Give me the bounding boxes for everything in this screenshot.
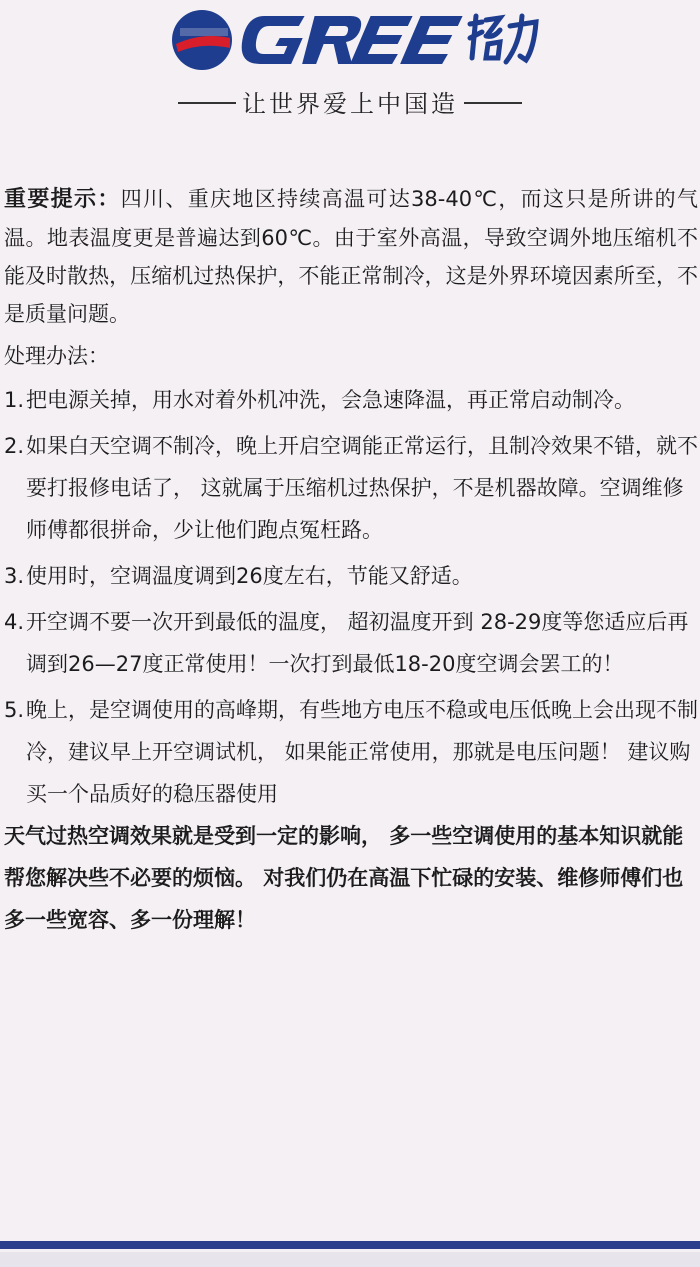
list-item-number: 2. bbox=[4, 434, 25, 458]
list-item bbox=[4, 601, 698, 685]
list-item-text: 把电源关掉，用水对着外机冲洗，会急速降温，再正常启动制冷。 bbox=[26, 388, 635, 412]
list-item-text: 晚上，是空调使用的高峰期，有些地方电压不稳或电压低晚上会出现不制冷，建议早上开空调试机， 如果能正常使用，那就是电压问题！ 建议购买一个品质好的稳压器使用 bbox=[26, 698, 698, 806]
methods-heading: 处理办法： bbox=[4, 344, 109, 368]
list-item-number: 1. bbox=[4, 388, 25, 412]
notice-paragraph bbox=[4, 180, 698, 333]
list-item bbox=[4, 555, 698, 597]
slogan bbox=[0, 84, 700, 119]
header bbox=[0, 0, 700, 130]
notice-text: 四川、重庆地区持续高温可达38-40℃，而这只是所讲的气温。地表温度更是普遍达到60℃。由于室外高温，导致空调外地压缩机不能及时散热，压缩机过热保护，不能正常制冷，这是外界环境因素所至，不是质量问题。 bbox=[4, 187, 698, 326]
methods-list bbox=[4, 379, 698, 815]
slogan-left-dash bbox=[178, 102, 236, 104]
slogan-right-dash bbox=[464, 102, 522, 104]
list-item bbox=[4, 379, 698, 421]
slogan-text: 让世界爱上中国造 bbox=[242, 90, 458, 118]
list-item-number: 4. bbox=[4, 610, 25, 634]
bottom-bar bbox=[0, 1241, 700, 1249]
list-item bbox=[4, 689, 698, 815]
list-item-text: 使用时，空调温度调到26度左右，节能又舒适。 bbox=[26, 564, 473, 588]
list-item bbox=[4, 425, 698, 551]
notice-content bbox=[4, 180, 698, 941]
closing-paragraph: 天气过热空调效果就是受到一定的影响， 多一些空调使用的基本知识就能帮您解决些不必要的烦恼。 对我们仍在高温下忙碌的安装、维修师傅们也多一些宽容、多一份理解！ bbox=[4, 824, 684, 932]
gree-logo bbox=[170, 8, 540, 72]
notice-lead: 重要提示： bbox=[4, 187, 121, 212]
gree-logo-graphic bbox=[170, 8, 540, 72]
list-item-text: 开空调不要一次开到最低的温度， 超初温度开到 28-29度等您适应后再调到26—27度正常使用！一次打到最低18-20度空调会罢工的！ bbox=[26, 610, 689, 676]
list-item-number: 5. bbox=[4, 698, 25, 722]
list-item-text: 如果白天空调不制冷，晚上开启空调能正常运行，且制冷效果不错，就不要打报修电话了， 这就属于压缩机过热保护，不是机器故障。空调维修师傅都很拼命，少让他们跑点冤枉路。 bbox=[26, 434, 698, 542]
list-item-number: 3. bbox=[4, 564, 25, 588]
bottom-strip bbox=[0, 1252, 700, 1267]
